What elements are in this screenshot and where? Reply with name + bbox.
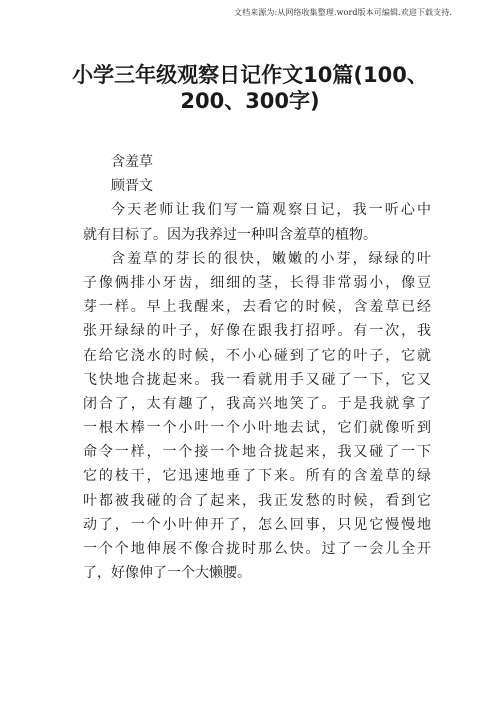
paragraph-line: 今天老师让我们写一篇观察日记，我一听心中	[111, 202, 431, 219]
paragraph-line: 命令一样，一个接一个地合拢起来，我又碰了一下	[83, 444, 431, 461]
paragraph-line: 含羞草的芽长的很快，嫩嫩的小芽，绿绿的叶	[111, 250, 431, 267]
paragraph-line: 它的枝干，它迅速地垂了下来。所有的含羞草的绿	[83, 468, 431, 485]
paragraph-line: 飞快地合拢起来。我一看就用手又碰了一下，它又	[83, 371, 431, 388]
essay-heading: 含羞草	[111, 154, 153, 170]
paragraph-line: 子像俩排小牙齿，细细的茎，长得非常弱小，像豆	[83, 274, 431, 291]
paragraph-line: 就有目标了。因为我养过一种叫含羞草的植物。	[83, 226, 377, 243]
paragraph-line: 一个个地伸展不像合拢时那么快。过了一会儿全开	[83, 541, 431, 557]
paragraph-2	[83, 247, 431, 586]
title-line-1: 小学三年级观察日记作文10篇(100、	[72, 63, 428, 87]
essay-author: 顾晋文	[111, 178, 153, 195]
source-note: 文档来源为:从网络收集整理.word版本可编辑.欢迎下载支持.	[233, 8, 452, 17]
paragraph-1	[83, 198, 431, 246]
document-body	[83, 150, 431, 585]
paragraph-line: 闭合了，太有趣了，我高兴地笑了。于是我就拿了	[83, 395, 431, 412]
paragraph-line: 动了，一个小叶伸开了，怎么回事，只见它慢慢地	[83, 516, 431, 533]
document-title	[60, 62, 440, 114]
paragraph-line: 叶都被我碰的合了起来，我正发愁的时候，看到它	[83, 492, 431, 509]
paragraph-line: 一根木棒一个小叶一个小叶地去试，它们就像听到	[83, 420, 431, 437]
paragraph-line: 了，好像伸了一个大懒腰。	[83, 565, 251, 582]
paragraph-line: 在给它浇水的时候，不小心碰到了它的叶子，它就	[83, 347, 431, 364]
title-line-2: 200、300字)	[180, 89, 320, 113]
paragraph-line: 张开绿绿的叶子，好像在跟我打招呼。有一次，我	[83, 323, 431, 340]
paragraph-line: 芽一样。早上我醒来，去看它的时候，含羞草已经	[83, 299, 431, 316]
